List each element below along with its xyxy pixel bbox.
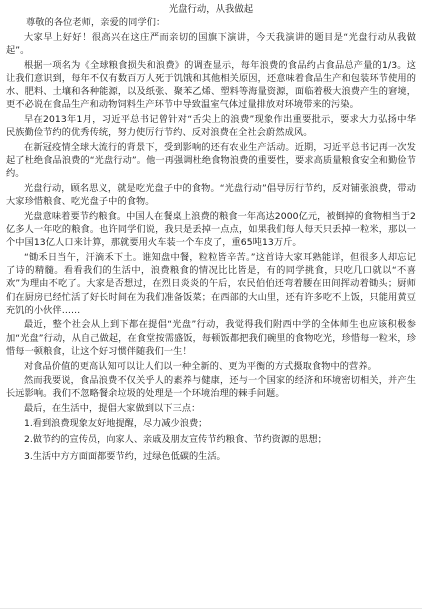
paragraph-call-to-action: 最近，整个社会从上到下都在提倡“光盘”行动，我觉得我们附西中学的全体师生也应该积极参加“光盘”行动，从自己做起，在食堂按需盛饭，每顿饭都把我们碗里的食物吃光，珍惜每一粒米，珍惜每一顿粮食，让这个好习惯伴随我们一生！ [6,319,416,357]
list-item: 1.看到浪费现象友好地提醒，尽力减少浪费； [24,417,208,429]
greeting-line: 尊敬的各位老师，亲爱的同学们： [26,17,166,28]
paragraph-survey: 根据一项名为《全球粮食损失和浪费》的调查显示，每年浪费的食品约占食品总产量的1/3。这让我们意识到，每年不仅有数百万人死于饥饿和其他相关原因，还意味着食品生产和包装环节使用的水、肥料、土壤和各种能源，以及纸张、聚苯乙烯、塑料等海量资源，面临着极大浪费产生的窘境，更不必说在食品生产和动物饲料生产环节中导致温室气体过量排放对环境带来的污染。 [6,59,416,111]
paragraph-environment: 然而我要说，食品浪费不仅关乎人的素养与健康，还与一个国家的经济和环境密切相关，并产生长远影响。我们不忽略餐余垃圾的处理是一个环境治理的棘手问题。 [6,375,416,400]
list-item: 3.生活中方方面面都要节约，过绿色低碳的生活。 [24,450,226,462]
paragraph-pandemic: 在新冠疫情全球大流行的背景下，受到影响的还有农业生产活动。近期，习近平总书记再一次发起了杜绝食品浪费的“光盘行动”。他一再强调杜绝食物浪费的重要性，要求高质量粮食安全和勤俭节约。 [6,141,416,180]
paragraph-poem: “锄禾日当午，汗滴禾下土。谁知盘中餐，粒粒皆辛苦。”这首诗大家耳熟能详，但很多人却忘记了诗的精髓。看看我们的生活中，浪费粮食的情况比比皆是，有的同学挑食，只吃几口就以“不喜欢”为理由不吃了。大家是否想过，在烈日炎炎的午后，农民伯伯还弯着腰在田间挥动着锄头；厨师们在厨房已经忙活了好长时间在为我们准备饭菜；在西部的大山里，还有许多吃不上饭，只能用黄豆充饥的小伙伴…… [6,251,416,316]
paragraph-conclusion-intro: 最后，在生活中，提倡大家做到以下三点： [24,403,201,415]
speech-title: 光盘行动，从我做起 [168,4,254,15]
paragraph-instruction-2013: 早在2013年1月，习近平总书记曾针对“舌尖上的浪费”现象作出重要批示，要求大力弘扬中华民族勤俭节约的优秀传统，努力使厉行节约、反对浪费在全社会蔚然成风。 [6,113,416,139]
paragraph-value: 对食品价值的更高认知可以让人们以一种全新的、更为平衡的方式摄取食物中的营养。 [24,360,377,372]
paragraph-statistics: 光盘意味着要节约粮食。中国人在餐桌上浪费的粮食一年高达2000亿元，被倒掉的食物相当于2亿多人一年吃的粮食。也许同学们说，我只是丢掉一点点，如果我们每人每天只丢掉一粒米，那以一个中国13亿人口来计算，那就要用火车装一个车皮了，重65吨13万斤。 [6,210,416,249]
list-item: 2.做节约的宣传员，向家人、亲戚及朋友宣传节约粮食、节约资源的思想； [24,434,327,446]
paragraph-opening: 大家早上好好！很高兴在这庄严而亲切的国旗下演讲，今天我演讲的题目是“光盘行动从我做起”。 [6,31,416,56]
paragraph-definition: 光盘行动，顾名思义，就是吃光盘子中的食物。“光盘行动”倡导厉行节约，反对铺张浪费，带动大家珍惜粮食、吃光盘子中的食物。 [6,182,416,208]
